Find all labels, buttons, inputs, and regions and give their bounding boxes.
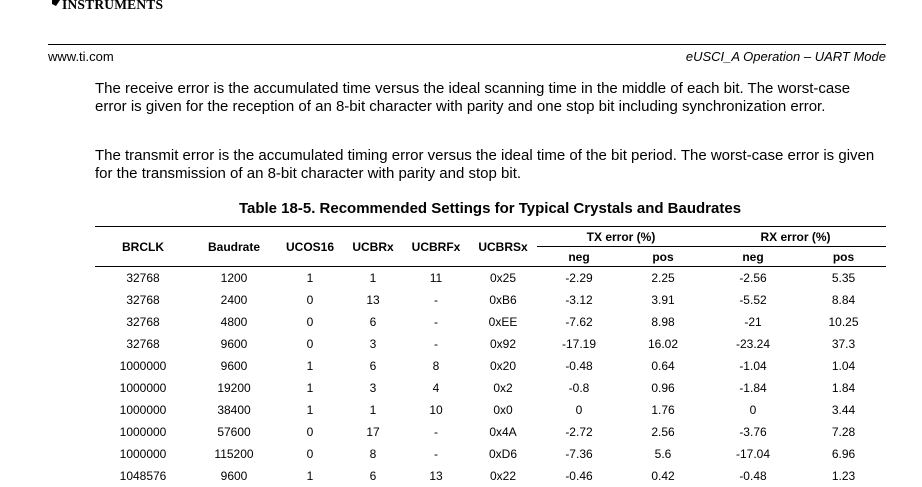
cell-ucbrsx: 0x20 <box>469 355 537 377</box>
col-header-ucbrx: UCBRx <box>343 227 403 267</box>
table-row <box>95 421 886 443</box>
table-caption: Table 18-5. Recommended Settings for Typical Crystals and Baudrates <box>95 200 885 217</box>
cell-baudrate: 9600 <box>191 355 277 377</box>
subcol-rx-pos: pos <box>801 247 886 267</box>
cell-baudrate: 9600 <box>191 465 277 487</box>
cell-brclk: 32768 <box>95 311 191 333</box>
cell-ucbrx: 6 <box>343 311 403 333</box>
cell-ucbrsx: 0x25 <box>469 267 537 290</box>
cell-ucos16: 1 <box>277 399 343 421</box>
baudrate-settings-table <box>95 226 886 487</box>
cell-tx-neg: -17.19 <box>537 333 621 355</box>
col-header-ucbrsx: UCBRSx <box>469 227 537 267</box>
col-header-baudrate: Baudrate <box>191 227 277 267</box>
header-divider <box>48 44 886 45</box>
table-row <box>95 289 886 311</box>
cell-ucbrfx: 11 <box>403 267 469 290</box>
cell-tx-pos: 1.76 <box>621 399 705 421</box>
cell-rx-neg: -21 <box>705 311 801 333</box>
subcol-rx-neg: neg <box>705 247 801 267</box>
table-row <box>95 355 886 377</box>
cell-brclk: 1000000 <box>95 421 191 443</box>
cell-ucbrx: 3 <box>343 377 403 399</box>
cell-baudrate: 38400 <box>191 399 277 421</box>
cell-rx-pos: 7.28 <box>801 421 886 443</box>
cell-ucos16: 0 <box>277 311 343 333</box>
cell-tx-neg: -3.12 <box>537 289 621 311</box>
cell-ucos16: 1 <box>277 355 343 377</box>
cell-ucos16: 1 <box>277 267 343 290</box>
cell-rx-neg: -3.76 <box>705 421 801 443</box>
cell-ucos16: 0 <box>277 421 343 443</box>
cell-tx-neg: 0 <box>537 399 621 421</box>
cell-ucbrsx: 0xD6 <box>469 443 537 465</box>
cell-tx-pos: 8.98 <box>621 311 705 333</box>
cell-ucbrfx: - <box>403 333 469 355</box>
cell-tx-neg: -2.72 <box>537 421 621 443</box>
cell-ucos16: 1 <box>277 377 343 399</box>
cell-baudrate: 19200 <box>191 377 277 399</box>
table-row <box>95 377 886 399</box>
cell-ucbrfx: 8 <box>403 355 469 377</box>
cell-tx-neg: -0.46 <box>537 465 621 487</box>
cell-ucbrfx: 13 <box>403 465 469 487</box>
subcol-tx-neg: neg <box>537 247 621 267</box>
cell-ucbrsx: 0x4A <box>469 421 537 443</box>
cell-rx-pos: 5.35 <box>801 267 886 290</box>
table-row <box>95 267 886 290</box>
cell-rx-pos: 37.3 <box>801 333 886 355</box>
cell-brclk: 1000000 <box>95 399 191 421</box>
table-row <box>95 311 886 333</box>
cell-tx-pos: 0.42 <box>621 465 705 487</box>
cell-ucbrx: 3 <box>343 333 403 355</box>
brand-name: INSTRUMENTS <box>62 0 163 14</box>
cell-baudrate: 57600 <box>191 421 277 443</box>
table-row <box>95 465 886 487</box>
cell-ucbrx: 6 <box>343 355 403 377</box>
cell-rx-neg: 0 <box>705 399 801 421</box>
cell-tx-neg: -2.29 <box>537 267 621 290</box>
table-row <box>95 333 886 355</box>
cell-ucbrx: 6 <box>343 465 403 487</box>
section-title: eUSCI_A Operation – UART Mode <box>686 49 886 64</box>
cell-rx-neg: -1.04 <box>705 355 801 377</box>
cell-brclk: 1048576 <box>95 465 191 487</box>
cell-tx-neg: -0.8 <box>537 377 621 399</box>
cell-baudrate: 9600 <box>191 333 277 355</box>
cell-tx-pos: 2.56 <box>621 421 705 443</box>
cell-rx-pos: 1.84 <box>801 377 886 399</box>
cell-ucbrx: 17 <box>343 421 403 443</box>
cell-rx-pos: 8.84 <box>801 289 886 311</box>
col-header-brclk: BRCLK <box>95 227 191 267</box>
cell-ucbrx: 1 <box>343 267 403 290</box>
cell-ucbrsx: 0x22 <box>469 465 537 487</box>
table-row <box>95 443 886 465</box>
cell-tx-pos: 5.6 <box>621 443 705 465</box>
cell-ucbrfx: - <box>403 311 469 333</box>
cell-ucbrsx: 0xB6 <box>469 289 537 311</box>
cell-brclk: 32768 <box>95 333 191 355</box>
subcol-tx-pos: pos <box>621 247 705 267</box>
cell-ucbrfx: 4 <box>403 377 469 399</box>
cell-tx-pos: 2.25 <box>621 267 705 290</box>
cell-ucbrfx: 10 <box>403 399 469 421</box>
website-link[interactable]: www.ti.com <box>48 49 114 64</box>
cell-ucos16: 1 <box>277 465 343 487</box>
cell-ucbrx: 13 <box>343 289 403 311</box>
group-header-rx-error: RX error (%) <box>705 227 886 247</box>
col-header-ucos16: UCOS16 <box>277 227 343 267</box>
cell-baudrate: 1200 <box>191 267 277 290</box>
cell-rx-neg: -2.56 <box>705 267 801 290</box>
cell-ucbrx: 8 <box>343 443 403 465</box>
cell-rx-neg: -1.84 <box>705 377 801 399</box>
table-body <box>95 267 886 487</box>
cell-tx-pos: 16.02 <box>621 333 705 355</box>
cell-ucbrx: 1 <box>343 399 403 421</box>
cell-rx-neg: -23.24 <box>705 333 801 355</box>
cell-tx-pos: 0.64 <box>621 355 705 377</box>
cell-ucbrfx: - <box>403 421 469 443</box>
cell-baudrate: 115200 <box>191 443 277 465</box>
paragraph-receive-error: The receive error is the accumulated time versus the ideal scanning time in the middle of each bit. The worst-case error is given for the reception of an 8-bit character with parity and one stop bit including synchronization error. <box>95 80 885 116</box>
cell-rx-pos: 10.25 <box>801 311 886 333</box>
cell-ucos16: 0 <box>277 443 343 465</box>
cell-ucbrsx: 0x92 <box>469 333 537 355</box>
cell-ucbrsx: 0xEE <box>469 311 537 333</box>
cell-brclk: 32768 <box>95 289 191 311</box>
cell-tx-pos: 3.91 <box>621 289 705 311</box>
cell-rx-neg: -0.48 <box>705 465 801 487</box>
cell-rx-neg: -17.04 <box>705 443 801 465</box>
cell-tx-neg: -7.36 <box>537 443 621 465</box>
cell-baudrate: 2400 <box>191 289 277 311</box>
cell-rx-pos: 1.23 <box>801 465 886 487</box>
cell-brclk: 1000000 <box>95 377 191 399</box>
group-header-tx-error: TX error (%) <box>537 227 705 247</box>
cell-ucbrsx: 0x0 <box>469 399 537 421</box>
cell-ucbrfx: - <box>403 443 469 465</box>
cell-tx-neg: -0.48 <box>537 355 621 377</box>
cell-rx-pos: 3.44 <box>801 399 886 421</box>
table-row <box>95 399 886 421</box>
cell-rx-neg: -5.52 <box>705 289 801 311</box>
cell-baudrate: 4800 <box>191 311 277 333</box>
cell-brclk: 1000000 <box>95 355 191 377</box>
cell-ucbrfx: - <box>403 289 469 311</box>
cell-tx-pos: 0.96 <box>621 377 705 399</box>
cell-ucos16: 0 <box>277 289 343 311</box>
cell-rx-pos: 1.04 <box>801 355 886 377</box>
cell-rx-pos: 6.96 <box>801 443 886 465</box>
cell-brclk: 32768 <box>95 267 191 290</box>
cell-tx-neg: -7.62 <box>537 311 621 333</box>
col-header-ucbrfx: UCBRFx <box>403 227 469 267</box>
cell-ucbrsx: 0x2 <box>469 377 537 399</box>
cell-ucos16: 0 <box>277 333 343 355</box>
paragraph-transmit-error: The transmit error is the accumulated timing error versus the ideal time of the bit period. The worst-case error is given for the transmission of an 8-bit character with parity and stop bit. <box>95 147 885 183</box>
cell-brclk: 1000000 <box>95 443 191 465</box>
